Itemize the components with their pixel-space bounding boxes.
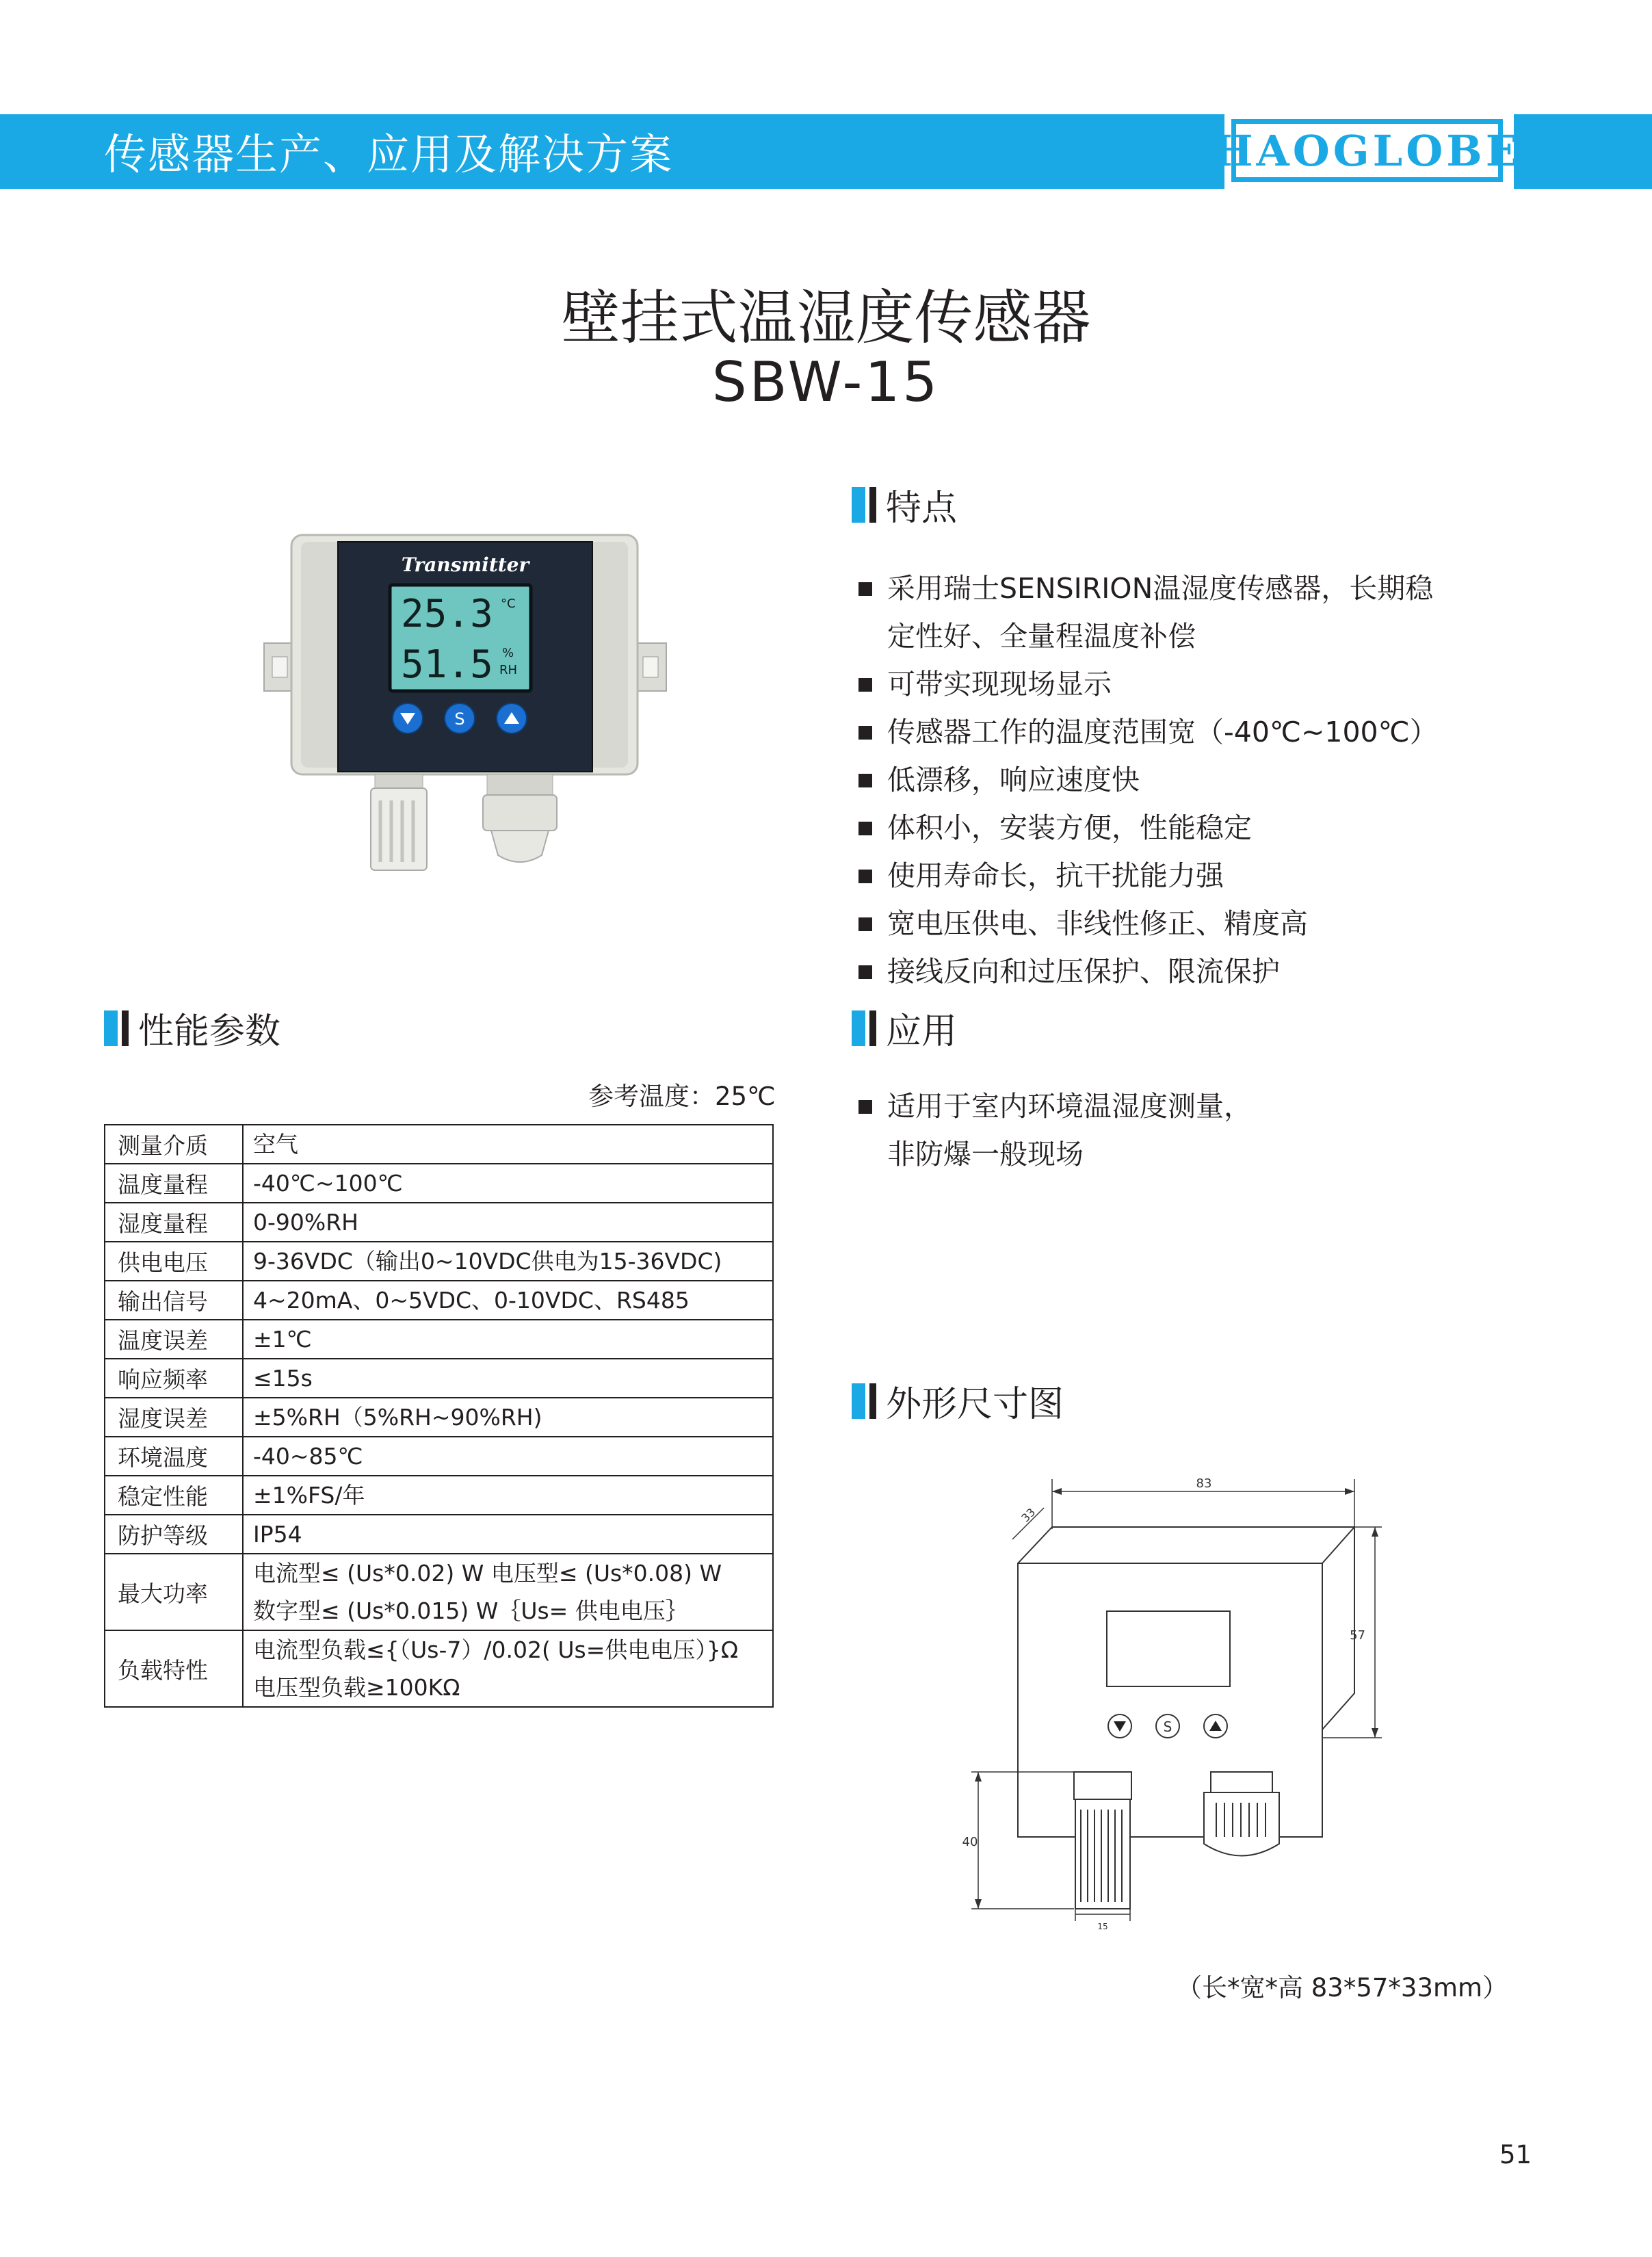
table-row: 响应频率 ≤15s (105, 1359, 773, 1398)
width-label: 83 (1196, 1476, 1212, 1491)
depth-label: 33 (1019, 1505, 1038, 1525)
list-item: 使用寿命长，抗干扰能力强 (858, 852, 1515, 900)
list-item: 接线反向和过压保护、限流保护 (858, 948, 1515, 995)
product-title: 壁挂式温湿度传感器 (561, 284, 1091, 352)
height-label: 57 (1350, 1628, 1365, 1643)
table-row: 温度量程 -40℃~100℃ (105, 1164, 773, 1203)
reference-temperature: 参考温度：25℃ (588, 1082, 776, 1111)
product-model: SBW-15 (711, 350, 941, 414)
features-list (858, 564, 1515, 995)
bullet-icon (858, 870, 872, 883)
dimension-caption: （长*宽*高 83*57*33mm） (1177, 1973, 1508, 2002)
bullet-icon (858, 726, 872, 740)
hum-unit-bottom: RH (499, 663, 518, 677)
bullet-icon (858, 822, 872, 835)
features-heading: 特点 (852, 479, 957, 530)
bullet-icon (858, 774, 872, 787)
hum-unit-top: % (502, 646, 514, 660)
list-item: 可带实现现场显示 (858, 660, 1515, 708)
table-row: 稳定性能 ±1%FS/年 (105, 1476, 773, 1515)
list-item: 适用于室内环境温湿度测量， (858, 1082, 1515, 1130)
application-text (858, 1082, 1515, 1178)
section-marker-icon (104, 1010, 129, 1046)
brand-logo (1213, 119, 1521, 182)
table-row: 负载特性 电流型负载≤{（Us-7）/0.02( Us=供电电压）}Ω 电压型负载≥100KΩ (105, 1630, 773, 1707)
section-marker-icon (852, 1010, 876, 1046)
dimensions-heading: 外形尺寸图 (852, 1375, 1064, 1426)
table-row: 温度误差 ±1℃ (105, 1320, 773, 1359)
section-marker-icon (852, 487, 876, 523)
s-button-label: S (1163, 1719, 1172, 1735)
banner-text: 传感器生产、应用及解决方案 (104, 129, 674, 179)
temp-unit: °C (501, 597, 516, 611)
list-item-continuation: 非防爆一般现场 (887, 1138, 1084, 1171)
bullet-icon (858, 1100, 872, 1114)
section-marker-icon (852, 1383, 876, 1419)
table-row: 测量介质 空气 (105, 1125, 773, 1164)
bullet-icon (858, 582, 872, 596)
logo-text: HAOGLOBE (1213, 125, 1521, 176)
application-heading: 应用 (852, 1002, 957, 1054)
bullet-icon (858, 917, 872, 931)
product-photo (260, 527, 670, 883)
page-number: 51 (1499, 2140, 1532, 2169)
list-item: 体积小，安装方便，性能稳定 (858, 804, 1515, 852)
list-item: 采用瑞士SENSIRION温湿度传感器，长期稳 (858, 564, 1515, 612)
panel-label: Transmitter (401, 553, 529, 576)
list-item: 宽电压供电、非线性修正、精度高 (858, 900, 1515, 948)
bullet-icon (858, 678, 872, 692)
list-item: 传感器工作的温度范围宽（-40℃~100℃） (858, 708, 1515, 756)
s-button-label: S (454, 709, 465, 729)
table-row: 环境温度 -40~85℃ (105, 1437, 773, 1476)
table-row: 防护等级 IP54 (105, 1515, 773, 1554)
dimension-drawing (958, 1464, 1450, 1957)
table-row: 湿度误差 ±5%RH（5%RH~90%RH) (105, 1398, 773, 1437)
spec-table (104, 1124, 774, 1708)
specs-heading: 性能参数 (104, 1002, 280, 1054)
list-item: 低漂移，响应速度快 (858, 756, 1515, 804)
temp-reading: 25.3 (401, 592, 493, 636)
table-row: 湿度量程 0-90%RH (105, 1203, 773, 1242)
bullet-icon (858, 965, 872, 979)
hum-reading: 51.5 (401, 642, 493, 687)
table-row: 输出信号 4~20mA、0~5VDC、0-10VDC、RS485 (105, 1281, 773, 1320)
table-row: 供电电压 9-36VDC（输出0~10VDC供电为15-36VDC) (105, 1242, 773, 1281)
probe-width-label: 15 (1097, 1922, 1108, 1931)
probe-label: 40 (962, 1835, 978, 1849)
table-row: 最大功率 电流型≤ (Us*0.02) W 电压型≤ (Us*0.08) W 数字型≤ (Us*0.015) W｛Us= 供电电压｝ (105, 1554, 773, 1630)
list-item-continuation: 定性好、全量程温度补偿 (887, 620, 1196, 653)
